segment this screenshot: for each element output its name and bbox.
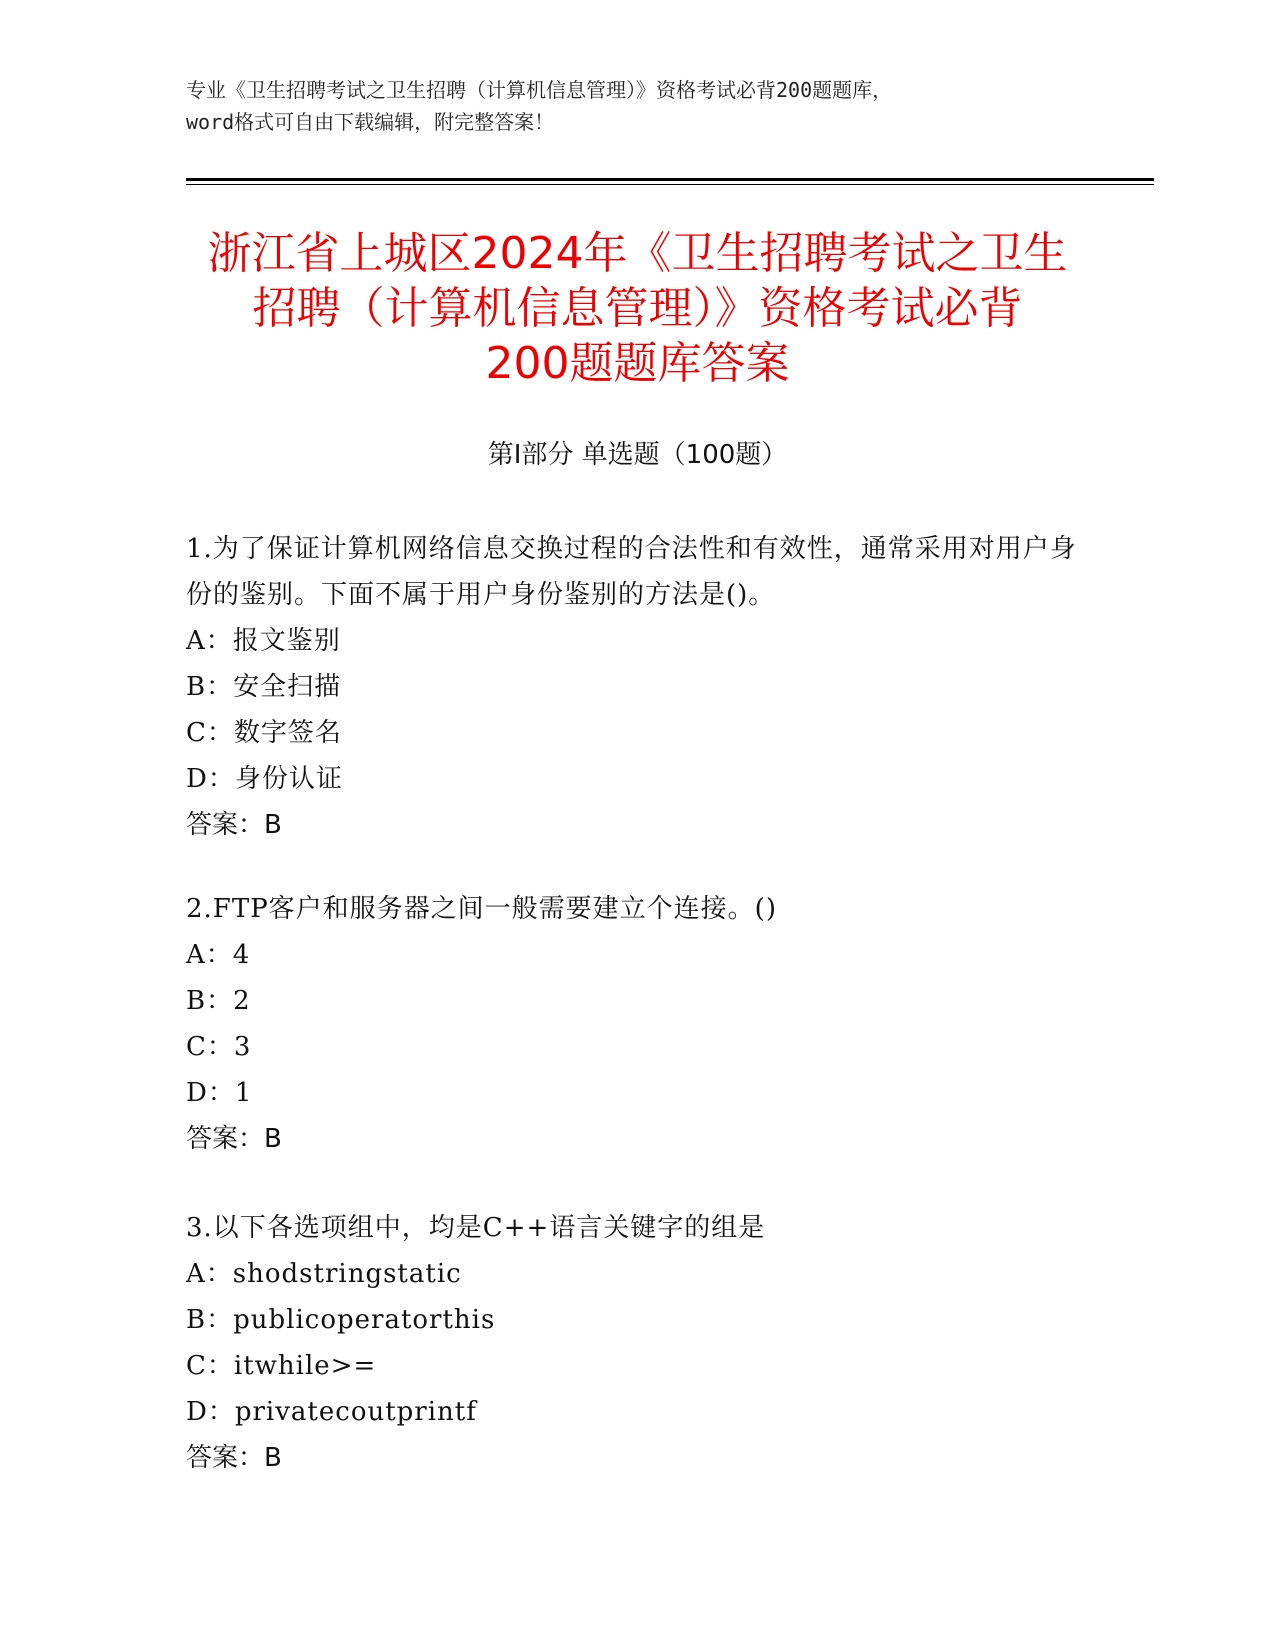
question-stem: 1.为了保证计算机网络信息交换过程的合法性和有效性，通常采用对用户身份的鉴别。下面不属于用户身份鉴别的方法是()。 bbox=[186, 534, 1077, 610]
header-note-line1: 专业《卫生招聘考试之卫生招聘（计算机信息管理）》资格考试必背200题题库， bbox=[186, 78, 893, 102]
question-item bbox=[186, 1205, 1086, 1481]
question-option-b: B：2 bbox=[186, 986, 251, 1016]
question-stem: 3.以下各选项组中，均是C++语言关键字的组是 bbox=[186, 1213, 766, 1243]
question-option-d: D：1 bbox=[186, 1078, 253, 1108]
title-line3: 200题题库答案 bbox=[485, 338, 790, 389]
question-option-a: A：shodstringstatic bbox=[186, 1259, 462, 1289]
question-answer: 答案：B bbox=[186, 1124, 282, 1154]
title-line1: 浙江省上城区2024年《卫生招聘考试之卫生 bbox=[207, 228, 1068, 279]
question-option-c: C：数字签名 bbox=[186, 718, 342, 748]
question-option-b: B：publicoperatorthis bbox=[186, 1305, 496, 1335]
question-option-a: A：报文鉴别 bbox=[186, 626, 341, 656]
header-note-line2: word格式可自由下载编辑，附完整答案！ bbox=[186, 110, 555, 134]
question-option-c: C：itwhile>= bbox=[186, 1351, 377, 1381]
document-title bbox=[150, 226, 1125, 391]
question-option-d: D：身份认证 bbox=[186, 764, 343, 794]
question-stem: 2.FTP客户和服务器之间一般需要建立个连接。() bbox=[186, 894, 777, 924]
title-line2: 招聘（计算机信息管理）》资格考试必背 bbox=[252, 283, 1023, 334]
question-answer: 答案：B bbox=[186, 810, 282, 840]
question-answer: 答案：B bbox=[186, 1443, 282, 1473]
question-item bbox=[186, 886, 1086, 1162]
question-option-d: D：privatecoutprintf bbox=[186, 1397, 477, 1427]
question-option-c: C：3 bbox=[186, 1032, 252, 1062]
header-divider-thin bbox=[186, 184, 1154, 185]
question-option-a: A：4 bbox=[186, 940, 251, 970]
header-divider-thick bbox=[186, 178, 1154, 181]
section-heading: 第Ⅰ部分 单选题（100题） bbox=[487, 440, 788, 470]
question-item bbox=[186, 526, 1086, 848]
question-option-b: B：安全扫描 bbox=[186, 672, 342, 702]
header-note bbox=[186, 74, 1086, 138]
